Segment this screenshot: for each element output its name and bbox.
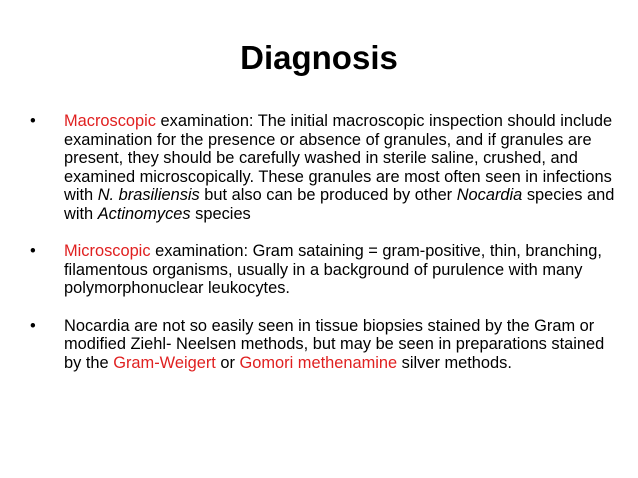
bullet-dot-icon: • xyxy=(30,316,36,335)
keyword-macroscopic: Macroscopic xyxy=(64,112,156,130)
bullet-text: species xyxy=(190,204,251,223)
italic-term: Nocardia xyxy=(456,186,523,204)
bullet-text: silver methods. xyxy=(397,353,512,372)
bullet-text: examination: Gram sataining = gram-positive, thin, branching, filamentous organisms, usually in a background of purulence with many polymorphonuclear leukocytes. xyxy=(64,242,602,297)
keyword-microscopic: Microscopic xyxy=(64,242,151,260)
italic-term: Actinomyces xyxy=(97,204,191,223)
bullet-list xyxy=(30,112,615,391)
bullet-dot-icon: • xyxy=(30,112,36,130)
bullet-dot-icon: • xyxy=(30,242,36,260)
bullet-microscopic xyxy=(30,242,615,298)
italic-term: N. brasiliensis xyxy=(97,186,200,204)
keyword-gomori-methenamine: Gomori methenamine xyxy=(239,353,398,372)
slide-title: Diagnosis xyxy=(240,39,398,76)
bullet-nocardia xyxy=(30,317,615,373)
bullet-text: species and with xyxy=(64,186,615,223)
bullet-text: but also can be produced by other xyxy=(199,186,457,204)
bullet-text: Nocardia are not so easily seen in tissue biopsies stained by the Gram or modified Ziehl- Neelsen methods, but may be seen in preparations stained by the xyxy=(64,316,605,372)
bullet-macroscopic xyxy=(30,112,615,223)
bullet-text: or xyxy=(215,353,240,372)
keyword-gram-weigert: Gram-Weigert xyxy=(113,353,216,372)
bullet-text: examination: The initial macroscopic inspection should include examination for the presence or absence of granules, and if granules are present, they should be carefully washed in sterile saline, crushed, and examined microscopically. These granules are most often seen in infections with xyxy=(64,112,613,204)
